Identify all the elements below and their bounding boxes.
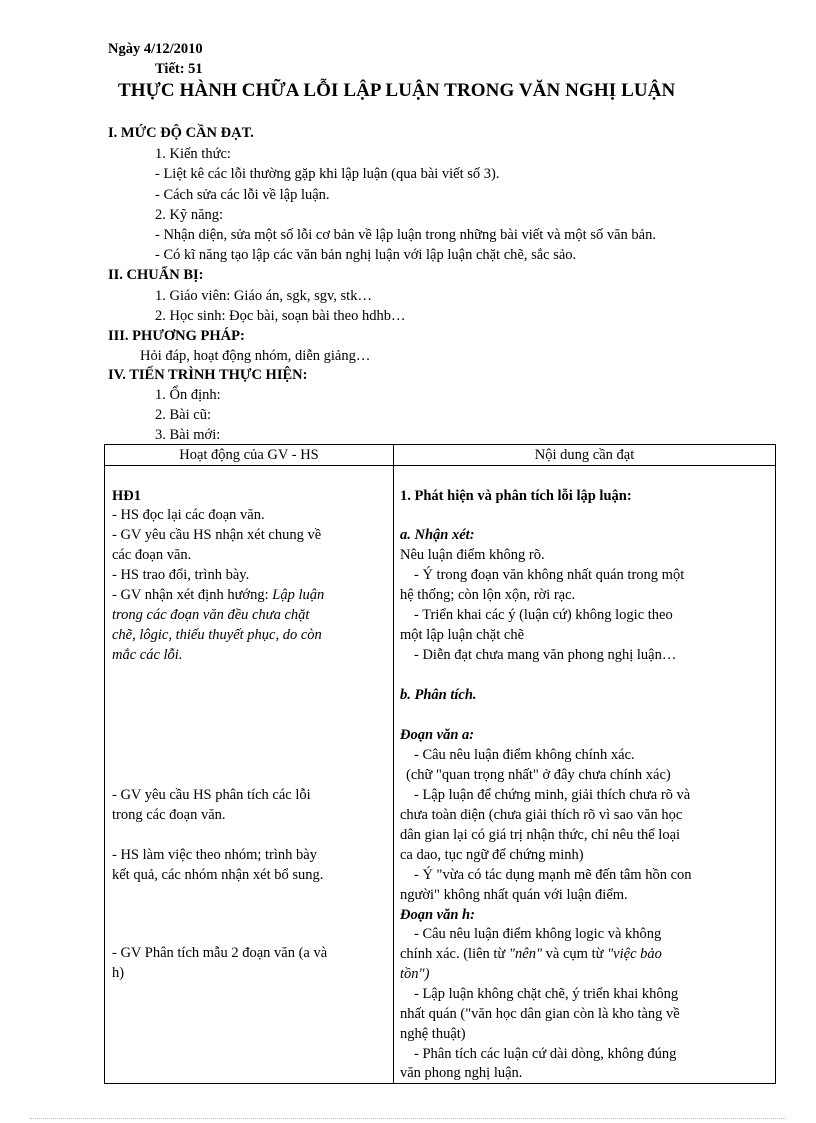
activity-line: - HS đọc lại các đoạn văn. xyxy=(112,507,265,523)
content-line: nhất quán ("văn học dân gian còn là kho tàng về xyxy=(400,1006,680,1022)
content-subheading: b. Phân tích. xyxy=(400,687,477,703)
activity-line: - GV Phân tích mẫu 2 đoạn văn (a và xyxy=(112,945,328,961)
procedure-item: 2. Bài cũ: xyxy=(155,407,211,423)
activity-line: h) xyxy=(112,965,125,981)
activities-cell xyxy=(105,466,394,1084)
activity-line: kết quả, các nhóm nhận xét bổ sung. xyxy=(112,867,324,883)
activity-line-text: - GV nhận xét định hướng: xyxy=(112,587,269,603)
section-2-title: II. CHUẨN BỊ: xyxy=(108,267,204,283)
page-title: THỰC HÀNH CHỮA LỖI LẬP LUẬN TRONG VĂN NGHỊ LUẬN xyxy=(118,80,676,101)
content-line: một lập luận chặt chẽ xyxy=(400,627,525,643)
content-line: dân gian lại có giá trị nhận thức, chỉ nêu thể loại xyxy=(400,827,681,843)
activity-line: - GV yêu cầu HS phân tích các lỗi xyxy=(112,787,311,803)
objective-item: 1. Kiến thức: xyxy=(155,146,231,162)
content-line: hệ thống; còn lộn xộn, rời rạc. xyxy=(400,587,576,603)
content-line: nghệ thuật) xyxy=(400,1026,466,1042)
content-line: (chữ "quan trọng nhất" ở đây chưa chính xác) xyxy=(406,767,671,783)
objective-item: - Cách sửa các lỗi về lập luận. xyxy=(155,187,330,203)
content-subheading: a. Nhận xét: xyxy=(400,527,475,543)
lesson-date: Ngày 4/12/2010 xyxy=(108,41,203,57)
activity-line: trong các đoạn văn. xyxy=(112,807,226,823)
table-header-content: Nội dung cần đạt xyxy=(394,445,776,466)
content-line: tồn") xyxy=(400,966,430,982)
objective-item: - Có kĩ năng tạo lập các văn bản nghị luận với lập luận chặt chẽ, sắc sảo. xyxy=(155,247,577,263)
objective-item: 2. Kỹ năng: xyxy=(155,207,224,223)
content-line: người" không nhất quán với luận điểm. xyxy=(400,887,628,903)
activity-line: - HS trao đổi, trình bày. xyxy=(112,567,250,583)
procedure-item: 1. Ổn định: xyxy=(155,387,221,403)
content-line xyxy=(400,945,662,964)
content-cell xyxy=(394,466,776,1084)
content-line-italic: "nên" xyxy=(508,946,543,962)
activity-line: - HS làm việc theo nhóm; trình bày xyxy=(112,847,317,863)
content-line: - Phân tích các luận cứ dài dòng, không đúng xyxy=(414,1046,677,1062)
content-line: - Ý "vừa có tác dụng mạnh mẽ đến tâm hồn con xyxy=(414,867,692,883)
activity-line xyxy=(112,586,324,605)
content-line: - Lập luận không chặt chẽ, ý triển khai không xyxy=(414,986,679,1002)
activity-line: các đoạn văn. xyxy=(112,547,192,563)
lesson-table xyxy=(104,444,776,1084)
content-subheading: Đoạn văn h: xyxy=(400,907,475,923)
section-3-title: III. PHƯƠNG PHÁP: xyxy=(108,328,245,344)
content-line: - Lập luận để chứng minh, giải thích chưa rõ và xyxy=(414,787,691,803)
content-line: Nêu luận điểm không rõ. xyxy=(400,547,545,563)
page-bottom-divider xyxy=(30,1118,786,1119)
preparation-item: 1. Giáo viên: Giáo án, sgk, sgv, stk… xyxy=(155,288,372,304)
table-header-activities: Hoạt động của GV - HS xyxy=(105,445,394,466)
content-heading: 1. Phát hiện và phân tích lỗi lập luận: xyxy=(400,488,632,504)
objective-item: - Nhận diện, sửa một số lỗi cơ bản về lập luận trong những bài viết và một số văn bản. xyxy=(155,227,656,243)
content-line-text: chính xác. (liên từ xyxy=(400,946,506,962)
content-line: - Diễn đạt chưa mang văn phong nghị luận… xyxy=(414,647,677,663)
content-line-italic: "việc bảo xyxy=(607,946,662,962)
content-line: văn phong nghị luận. xyxy=(400,1065,523,1081)
activity-line: - GV yêu cầu HS nhận xét chung về xyxy=(112,527,322,543)
objective-item: - Liệt kê các lỗi thường gặp khi lập luận (qua bài viết số 3). xyxy=(155,166,500,182)
procedure-item: 3. Bài mới: xyxy=(155,427,221,443)
activity-heading: HĐ1 xyxy=(112,488,141,504)
lesson-period: Tiết: 51 xyxy=(155,61,203,77)
method-item: Hỏi đáp, hoạt động nhóm, diễn giảng… xyxy=(140,348,371,364)
activity-line-italic: Lập luận xyxy=(272,587,325,603)
content-line-text: và cụm từ xyxy=(545,946,604,962)
activity-line: trong các đoạn văn đều chưa chặt xyxy=(112,607,310,623)
content-subheading: Đoạn văn a: xyxy=(400,727,475,743)
content-line: - Triển khai các ý (luận cứ) không logic theo xyxy=(414,607,673,623)
content-line: - Câu nêu luận điểm không logic và không xyxy=(414,926,662,942)
section-1-title: I. MỨC ĐỘ CẦN ĐẠT. xyxy=(108,125,254,141)
preparation-item: 2. Học sinh: Đọc bài, soạn bài theo hdhb… xyxy=(155,308,406,324)
content-line: - Câu nêu luận điểm không chính xác. xyxy=(414,747,635,763)
content-line: - Ý trong đoạn văn không nhất quán trong một xyxy=(414,567,685,583)
activity-line: mắc các lỗi. xyxy=(112,647,183,663)
section-4-title: IV. TIẾN TRÌNH THỰC HIỆN: xyxy=(108,367,308,383)
content-line: ca dao, tục ngữ để chứng minh) xyxy=(400,847,584,863)
activity-line: chẽ, lôgic, thiếu thuyết phục, do còn xyxy=(112,627,322,643)
content-line: chưa toàn diện (chưa giải thích rõ vì sao văn học xyxy=(400,807,683,823)
